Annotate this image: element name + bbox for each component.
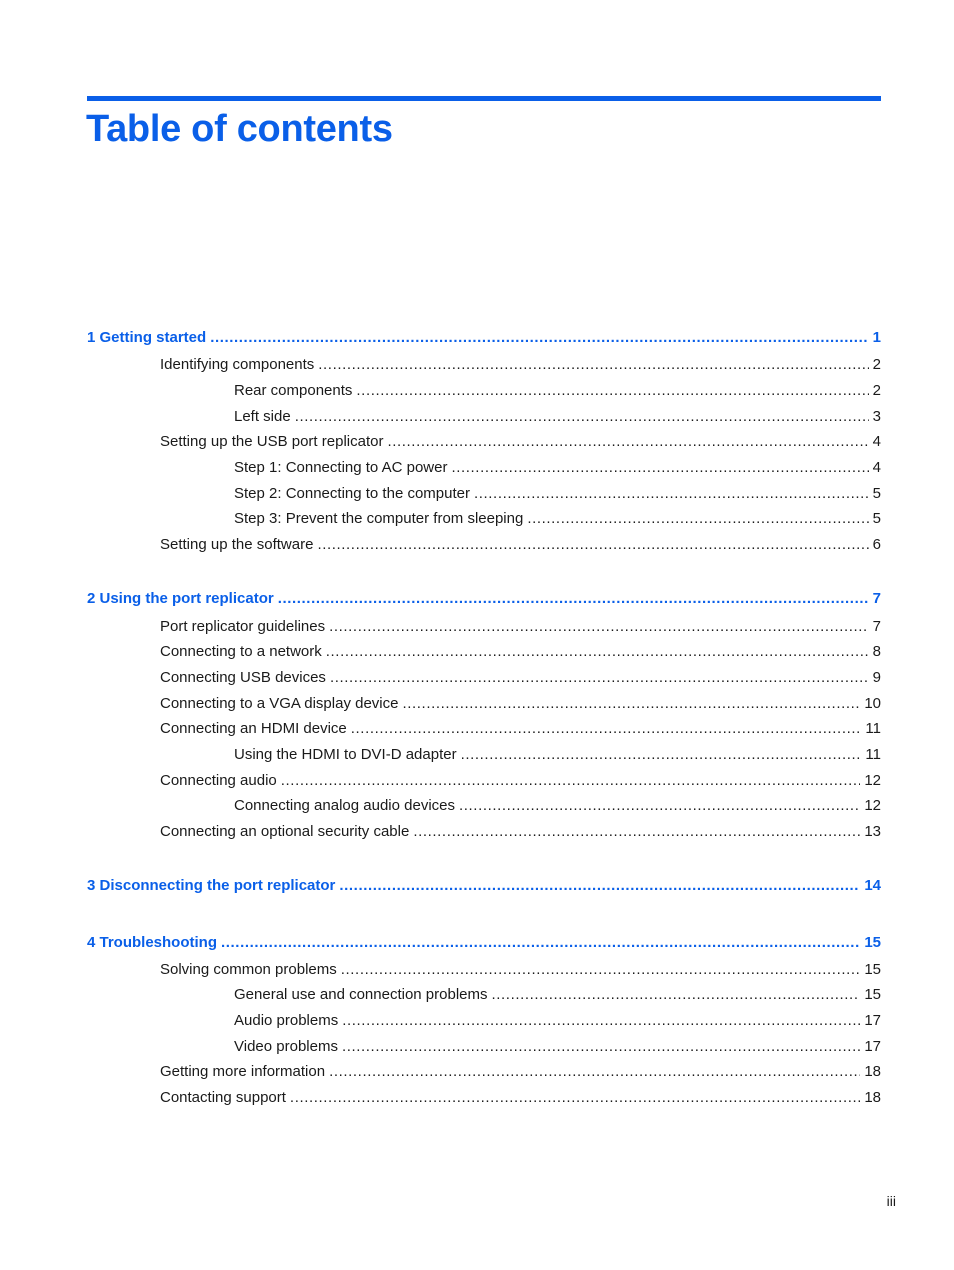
toc-leader — [329, 617, 869, 637]
toc-entry-label: Rear components — [234, 382, 353, 399]
toc-entry-page: 3 — [872, 408, 881, 425]
toc-entry[interactable] — [234, 985, 881, 1005]
toc-entry[interactable] — [160, 1088, 881, 1108]
toc-entry-label: Connecting to a VGA display device — [160, 695, 399, 712]
toc-entry-page: 2 — [872, 356, 881, 373]
toc-leader — [402, 694, 860, 714]
toc-entry-page: 2 — [872, 382, 881, 399]
toc-entry[interactable] — [234, 796, 881, 816]
toc-leader — [326, 642, 869, 662]
toc-entry-label: Setting up the USB port replicator — [160, 433, 384, 450]
toc-entry[interactable] — [234, 509, 881, 529]
toc-entry-label: Setting up the software — [160, 536, 314, 553]
toc-entry-page: 8 — [872, 643, 881, 660]
toc-leader — [318, 355, 868, 375]
toc-entry[interactable] — [160, 1062, 881, 1082]
toc-entry-label: Using the HDMI to DVI-D adapter — [234, 746, 457, 763]
toc-leader — [317, 535, 868, 555]
toc-entry-label: 3 Disconnecting the port replicator — [87, 877, 336, 894]
toc-entry-page: 15 — [864, 934, 881, 951]
toc-leader — [342, 1037, 860, 1057]
page-folio: iii — [886, 1193, 896, 1209]
toc-entry-page: 18 — [864, 1063, 881, 1080]
toc-entry-page: 14 — [864, 877, 881, 894]
toc-entry[interactable] — [160, 617, 881, 637]
toc-leader — [387, 432, 868, 452]
toc-entry[interactable] — [160, 432, 881, 452]
toc-entry-page: 10 — [864, 695, 881, 712]
toc-leader — [281, 771, 861, 791]
toc-entry-label: Getting more information — [160, 1063, 326, 1080]
toc-entry[interactable] — [234, 745, 881, 765]
toc-entry-page: 7 — [872, 590, 881, 607]
toc-entry-page: 9 — [872, 669, 881, 686]
toc-entry[interactable] — [160, 822, 881, 842]
toc-entry[interactable] — [87, 876, 881, 896]
toc-entry[interactable] — [234, 407, 881, 427]
toc-entry-page: 11 — [865, 746, 881, 763]
toc-entry-page: 17 — [864, 1038, 881, 1055]
toc-entry-label: Connecting an optional security cable — [160, 823, 410, 840]
toc-entry[interactable] — [234, 458, 881, 478]
toc-entry-label: Connecting audio — [160, 772, 277, 789]
toc-leader — [342, 1011, 860, 1031]
toc-leader — [351, 719, 862, 739]
toc-entry-label: Solving common problems — [160, 961, 337, 978]
toc-leader — [329, 1062, 860, 1082]
toc-leader — [210, 328, 868, 348]
toc-leader — [474, 484, 869, 504]
toc-entry[interactable] — [160, 355, 881, 375]
toc-entry[interactable] — [160, 535, 881, 555]
toc-entry-page: 17 — [864, 1012, 881, 1029]
toc-leader — [459, 796, 860, 816]
toc-leader — [278, 589, 869, 609]
toc-entry-page: 15 — [864, 961, 881, 978]
toc-leader — [221, 933, 860, 953]
toc-leader — [527, 509, 868, 529]
toc-entry-page: 11 — [865, 720, 881, 737]
toc-entry-page: 13 — [864, 823, 881, 840]
toc-entry-page: 6 — [872, 536, 881, 553]
title-rule — [87, 96, 881, 101]
toc-leader — [413, 822, 860, 842]
toc-leader — [339, 876, 860, 896]
toc-entry[interactable] — [160, 642, 881, 662]
toc-leader — [461, 745, 862, 765]
toc-entry[interactable] — [160, 694, 881, 714]
toc-entry[interactable] — [160, 719, 881, 739]
toc-entry[interactable] — [160, 960, 881, 980]
toc-entry-page: 7 — [872, 618, 881, 635]
toc-entry[interactable] — [160, 771, 881, 791]
toc-entry-page: 4 — [872, 433, 881, 450]
toc-entry[interactable] — [234, 484, 881, 504]
toc-leader — [341, 960, 861, 980]
toc-leader — [451, 458, 868, 478]
toc-entry-label: Step 3: Prevent the computer from sleeping — [234, 510, 524, 527]
toc-entry-page: 5 — [872, 485, 881, 502]
toc-entry-label: Contacting support — [160, 1089, 286, 1106]
toc-entry-label: Step 2: Connecting to the computer — [234, 485, 470, 502]
toc-entry[interactable] — [234, 1037, 881, 1057]
toc-entry-page: 1 — [872, 329, 881, 346]
toc-entry[interactable] — [234, 1011, 881, 1031]
toc-leader — [295, 407, 869, 427]
toc-entry-label: Port replicator guidelines — [160, 618, 326, 635]
toc-entry-label: Left side — [234, 408, 291, 425]
toc-entry[interactable] — [160, 668, 881, 688]
toc-entry[interactable] — [87, 933, 881, 953]
toc-entry-page: 12 — [864, 797, 881, 814]
toc-entry-label: Video problems — [234, 1038, 338, 1055]
toc-entry-label: Connecting USB devices — [160, 669, 326, 686]
toc-leader — [290, 1088, 860, 1108]
toc-entry[interactable] — [87, 589, 881, 609]
toc-entry-page: 5 — [872, 510, 881, 527]
toc-entry-page: 18 — [864, 1089, 881, 1106]
toc-leader — [330, 668, 869, 688]
toc-entry-page: 4 — [872, 459, 881, 476]
toc-leader — [356, 381, 868, 401]
toc-entry-label: Connecting an HDMI device — [160, 720, 347, 737]
toc-leader — [492, 985, 861, 1005]
page-title: Table of contents — [86, 108, 393, 150]
toc-entry-label: Identifying components — [160, 356, 315, 373]
toc-entry-label: 4 Troubleshooting — [87, 934, 217, 951]
toc-entry-page: 12 — [864, 772, 881, 789]
toc-entry-label: 2 Using the port replicator — [87, 590, 274, 607]
toc-entry-label: Connecting to a network — [160, 643, 322, 660]
toc-entry-label: Audio problems — [234, 1012, 339, 1029]
toc-entry-label: Step 1: Connecting to AC power — [234, 459, 448, 476]
toc-entry-page: 15 — [864, 986, 881, 1003]
toc-entry-label: Connecting analog audio devices — [234, 797, 455, 814]
toc-entry[interactable] — [87, 328, 881, 348]
toc-entry-label: General use and connection problems — [234, 986, 488, 1003]
toc-entry-label: 1 Getting started — [87, 329, 207, 346]
toc-entry[interactable] — [234, 381, 881, 401]
